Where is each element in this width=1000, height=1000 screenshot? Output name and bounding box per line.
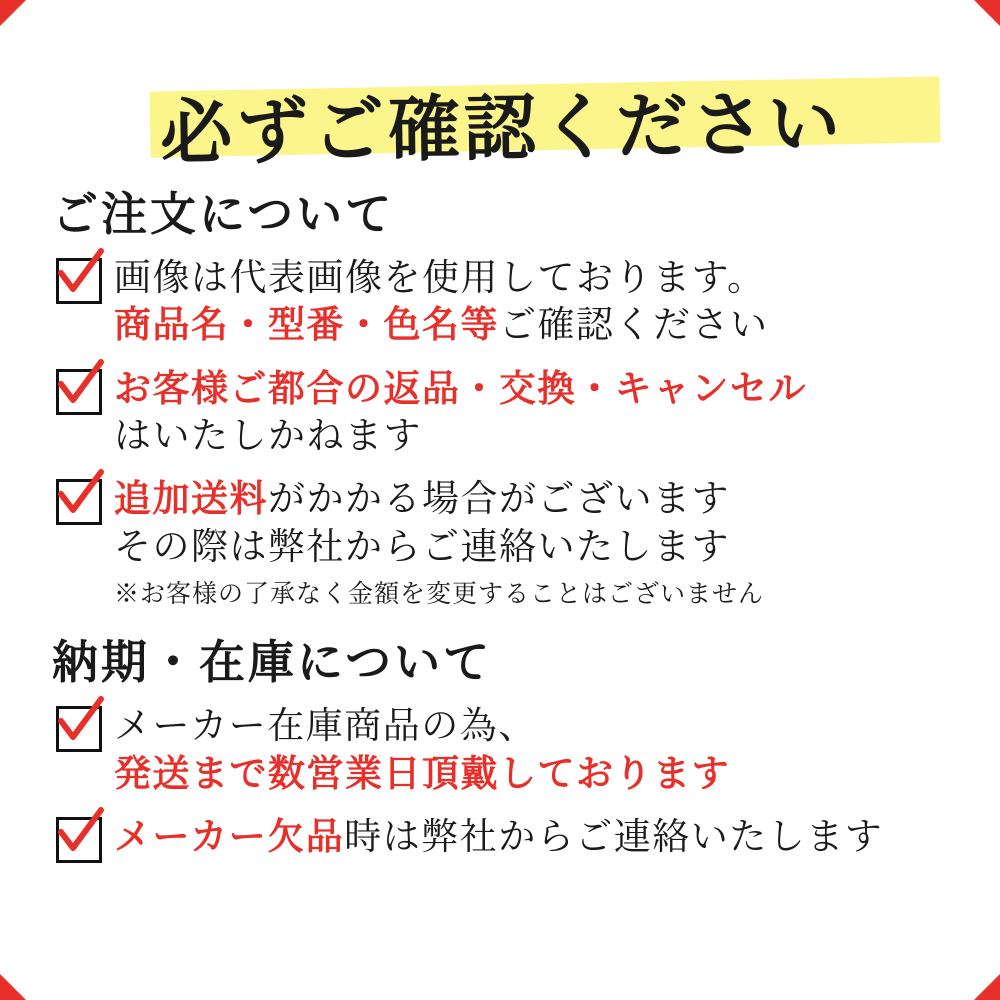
body-text: その際は弊社からご連絡いたします [114, 524, 730, 568]
notice-line [114, 702, 958, 749]
notice-item [42, 813, 958, 863]
notice-item [42, 702, 958, 797]
notice-footnote: ※お客様の了承なく金額を変更することはございません [114, 579, 765, 609]
checkbox-checked-icon [56, 706, 102, 752]
notice-item-text [114, 475, 958, 610]
checkbox-checked-icon [56, 479, 102, 525]
checkbox-checked-icon [56, 258, 102, 304]
notice-line [114, 813, 958, 860]
notice-line [114, 365, 958, 412]
body-text: ご確認ください [499, 303, 769, 347]
emphasis-text: 商品名・型番・色名等 [114, 302, 499, 347]
section-heading: ご注文について [52, 187, 395, 241]
notice-line [114, 750, 958, 797]
notice-item [42, 365, 958, 460]
notice-item [42, 254, 958, 349]
emphasis-text: 追加送料 [114, 476, 268, 521]
checkbox-checked-icon [56, 817, 102, 863]
notice-line [114, 523, 958, 570]
body-text: はいたしかねます [114, 414, 422, 458]
notice-item-text [114, 702, 958, 797]
notice-line [114, 475, 958, 522]
notice-item-text [114, 254, 958, 349]
notice-item-text [114, 813, 958, 860]
body-text: メーカー在庫商品の為、 [114, 704, 537, 748]
checkbox-checked-icon [56, 369, 102, 415]
emphasis-text: 発送まで数営業日頂戴しております [114, 750, 730, 795]
page-title-text: 必ずご確認ください [159, 80, 845, 175]
notice-line [114, 412, 958, 459]
notice-line [114, 301, 958, 348]
notice-line [114, 254, 958, 301]
emphasis-text: メーカー欠品 [114, 813, 345, 858]
notice-item-text [114, 365, 958, 460]
body-text: がかかる場合がございます [268, 477, 730, 521]
notice-sections [42, 178, 958, 863]
notice-item [42, 475, 958, 610]
emphasis-text: お客様ご都合の返品・交換・キャンセル [114, 365, 807, 410]
section-heading: 納期・在庫について [52, 635, 493, 690]
page-title [42, 48, 958, 175]
body-text: 画像は代表画像を使用しております。 [114, 256, 766, 299]
body-text: 時は弊社からご連絡いたします [344, 814, 884, 858]
